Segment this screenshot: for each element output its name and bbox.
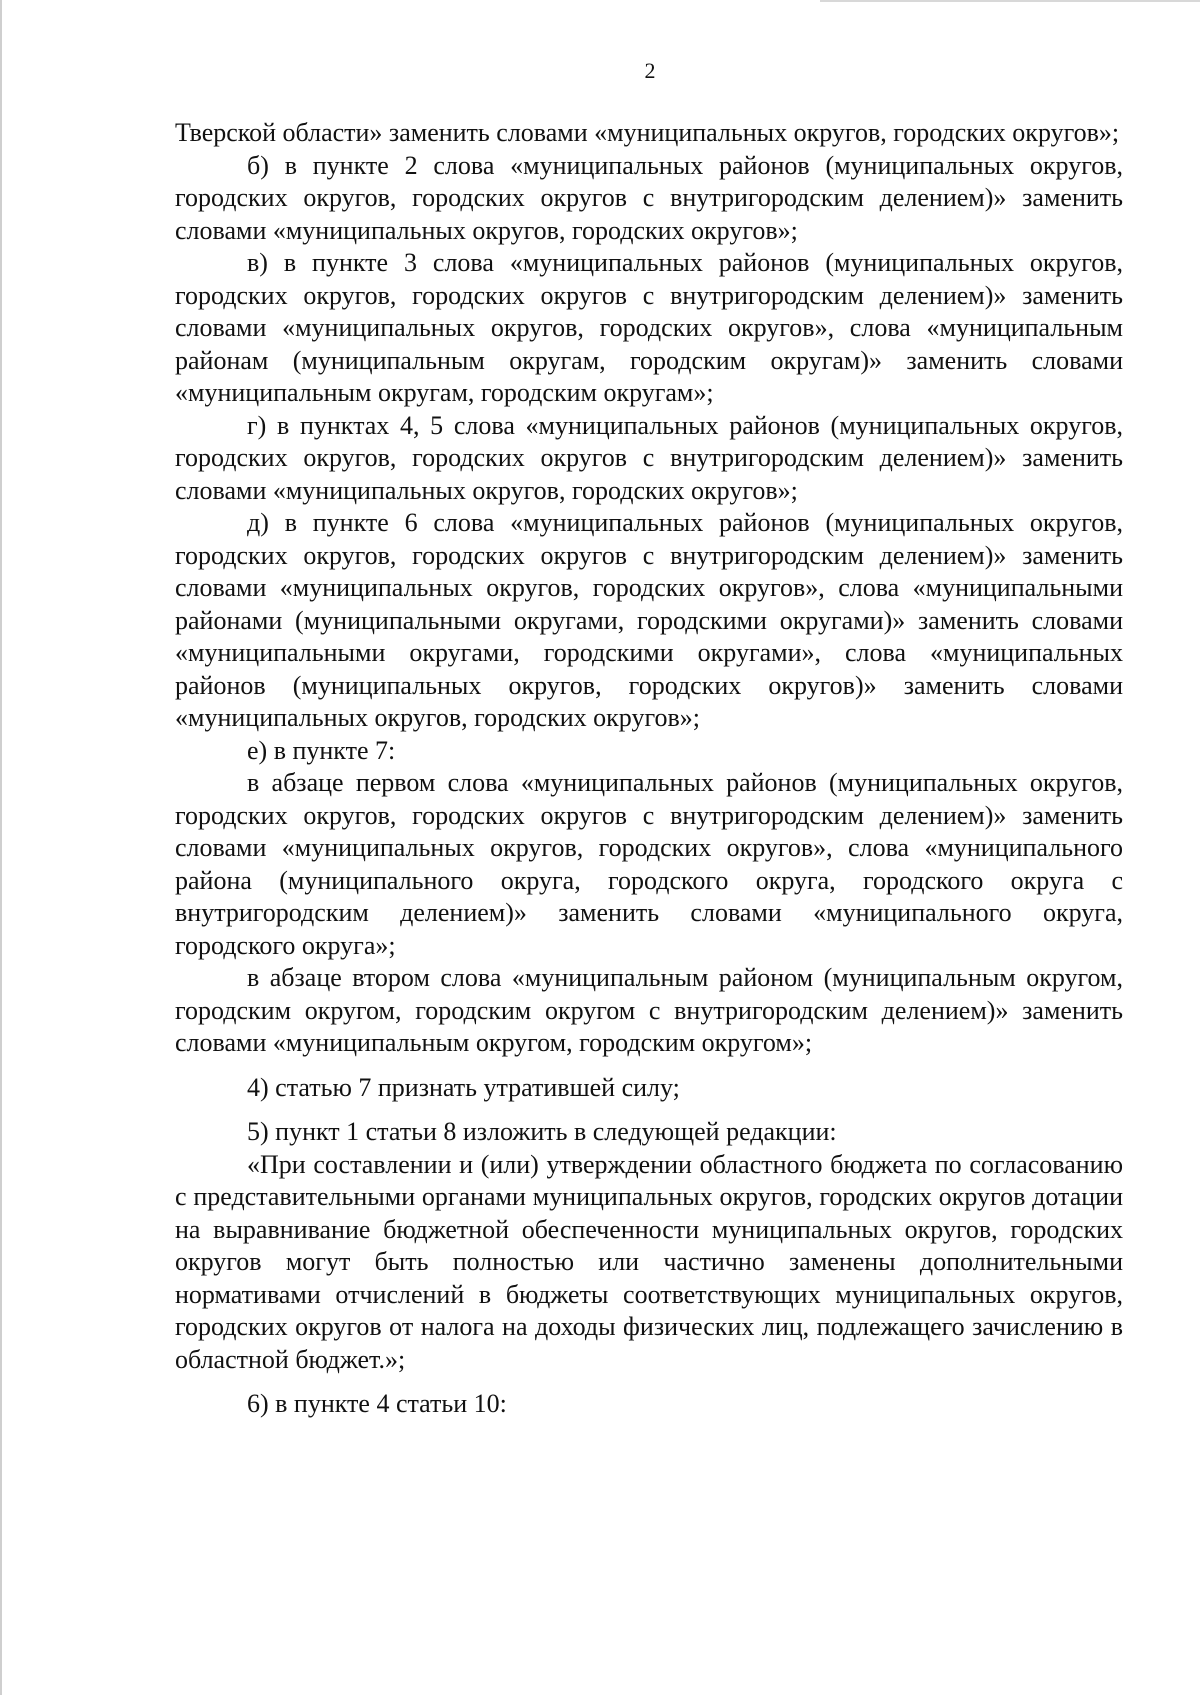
document-paragraph: Тверской области» заменить словами «муниципальных округов, городских округов»; xyxy=(175,118,1120,147)
document-paragraph: 4) статью 7 признать утратившей силу; xyxy=(247,1072,680,1102)
page-left-edge xyxy=(0,0,2,1695)
document-paragraph: б) в пункте 2 слова «муниципальных районов (муниципальных округов, городских округов, городских округов с внутригородским делением)» заменить словами «муниципальных округов, городских округов»; xyxy=(175,150,1123,245)
document-paragraph: д) в пункте 6 слова «муниципальных районов (муниципальных округов, городских округов, городских округов с внутригородским делением)» заменить словами «муниципальных округов, городских округов», слова «муниципальными районами (муниципальными округами, городскими округами)» заменить словами «муниципальными округами, городскими округами», слова «муниципальных районов (муниципальных округов, городских округов)» заменить словами «муниципальных округов, городских округов»; xyxy=(175,508,1123,732)
document-paragraph: г) в пунктах 4, 5 слова «муниципальных районов (муниципальных округов, городских округов, городских округов с внутригородским делением)» заменить словами «муниципальных округов, городских округов»; xyxy=(175,410,1123,505)
document-paragraph: в абзаце первом слова «муниципальных районов (муниципальных округов, городских округов, городских округов с внутригородским делением)» заменить словами «муниципальных округов, городских округов», слова «муниципального района (муниципального округа, городского округа, городского округа с внутригородским делением)» заменить словами «муниципального округа, городского округа»; xyxy=(175,768,1123,960)
page-number: 2 xyxy=(644,58,656,83)
document-paragraph: 5) пункт 1 статьи 8 изложить в следующей редакции: xyxy=(247,1117,837,1146)
document-paragraph: в) в пункте 3 слова «муниципальных районов (муниципальных округов, городских округов, городских округов с внутригородским делением)» заменить словами «муниципальных округов, городских округов», слова «муниципальным районам (муниципальным округам, городским округам)» заменить словами «муниципальным округам, городским округам»; xyxy=(175,248,1123,407)
document-paragraph: 6) в пункте 4 статьи 10: xyxy=(247,1389,507,1418)
document-body xyxy=(175,117,1123,1421)
document-paragraph: е) в пункте 7: xyxy=(247,735,396,765)
document-paragraph: в абзаце втором слова «муниципальным районом (муниципальным округом, городским округом, городским округом с внутригородским делением)» заменить словами «муниципальным округом, городским округом»; xyxy=(175,963,1123,1057)
document-paragraph: «При составлении и (или) утверждении областного бюджета по согласованию с представительными органами муниципальных округов, городских округов дотации на выравнивание бюджетной обеспеченности муниципальных округов, городских округов могут быть полностью или частично заменены дополнительными нормативами отчислений в бюджеты соответствующих муниципальных округов, городских округов от налога на доходы физических лиц, подлежащего зачислению в областной бюджет.»; xyxy=(175,1149,1123,1374)
page-top-edge xyxy=(820,0,1200,2)
